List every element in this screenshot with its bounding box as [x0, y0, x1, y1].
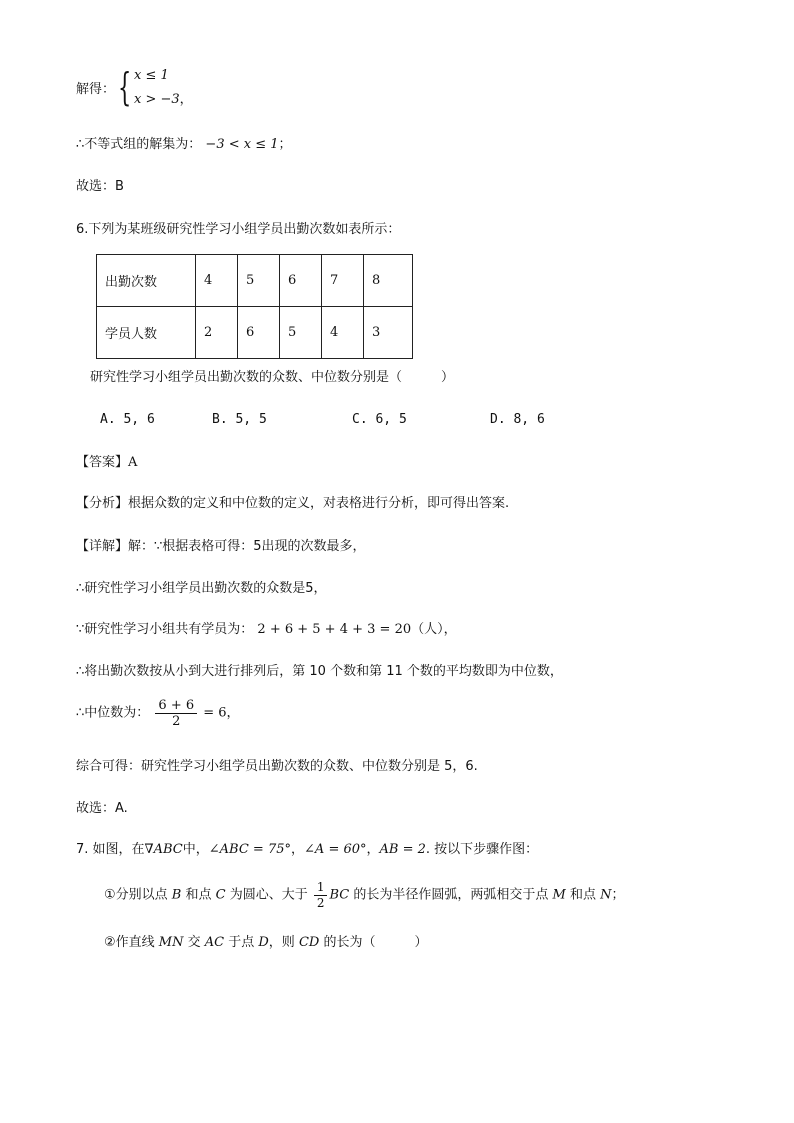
step3-line: ∴将出勤次数按从小到大进行排列后，第 10 个数和第 11 个数的平均数即为中位数，	[76, 664, 563, 679]
table-cell: 4	[196, 255, 238, 307]
table-cell: 8	[364, 255, 413, 307]
option-b: B. 5, 5	[212, 412, 267, 427]
table-cell: 3	[364, 307, 413, 359]
question-7-step1: ①分别以点 B 和点 C 为圆心、大于 $\frac{1}{2}$ BC 的长为半径作圆弧，两弧相交于点 M 和点 N；	[104, 880, 625, 910]
median-fraction: $\frac{6 + 6}{2}$	[155, 698, 197, 729]
half-fraction: $\frac{1}{2}$	[314, 880, 328, 911]
solve-label: 解得：	[76, 82, 116, 97]
option-c: C. 6, 5	[352, 412, 407, 427]
summary-line: 综合可得：研究性学习小组学员出勤次数的众数、中位数分别是 5，6.	[76, 759, 478, 774]
table-cell: 6	[238, 307, 280, 359]
left-brace-icon: {	[118, 65, 132, 109]
table-header-cell: 学员人数	[97, 307, 196, 359]
option-a: A. 5, 6	[100, 412, 155, 427]
table-cell: 6	[280, 255, 322, 307]
step1-line: ∴研究性学习小组学员出勤次数的众数是5，	[76, 581, 327, 596]
step2-line: ∵研究性学习小组共有学员为： 2 + 6 + 5 + 4 + 3 = 20（人），	[76, 622, 457, 637]
table-cell: 2	[196, 307, 238, 359]
answer-line-1: 故选：B	[76, 179, 124, 194]
table-row	[97, 255, 413, 307]
sum-math: 2 + 6 + 5 + 4 + 3 = 20	[257, 622, 412, 637]
table-header-cell: 出勤次数	[97, 255, 196, 307]
question-6-stem: 研究性学习小组学员出勤次数的众数、中位数分别是（ ）	[90, 370, 455, 385]
step4-line: ∴中位数为： $\frac{6 + 6}{2}$ = 6，	[76, 698, 240, 729]
table-cell: 7	[322, 255, 364, 307]
answer-line-2: 故选：A.	[76, 801, 128, 816]
answer-tag-line: 【答案】A	[76, 455, 138, 470]
attendance-table	[96, 254, 413, 359]
table-cell: 4	[322, 307, 364, 359]
question-6-title: 6.下列为某班级研究性学习小组学员出勤次数如表所示：	[76, 222, 401, 237]
question-7-step2: ②作直线 MN 交 AC 于点 D，则 CD 的长为（ ）	[104, 935, 428, 950]
solution-set-math: −3 < x ≤ 1	[205, 137, 279, 152]
option-d: D. 8, 6	[490, 412, 545, 427]
inequality-1: x ≤ 1	[134, 68, 169, 83]
inequality-2: x > −3，	[134, 92, 193, 107]
table-cell: 5	[238, 255, 280, 307]
table-row	[97, 307, 413, 359]
detail-line: 【详解】解：∵根据表格可得：5出现的次数最多，	[76, 539, 366, 554]
analysis-line: 【分析】根据众数的定义和中位数的定义，对表格进行分析，即可得出答案.	[76, 496, 510, 511]
question-7-title: 7. 如图，在∇ABC中，∠ABC = 75°，∠A = 60°，AB = 2. 按以下步骤作图：	[76, 842, 539, 857]
solution-set-line: ∴不等式组的解集为： −3 < x ≤ 1；	[76, 137, 292, 152]
table-cell: 5	[280, 307, 322, 359]
